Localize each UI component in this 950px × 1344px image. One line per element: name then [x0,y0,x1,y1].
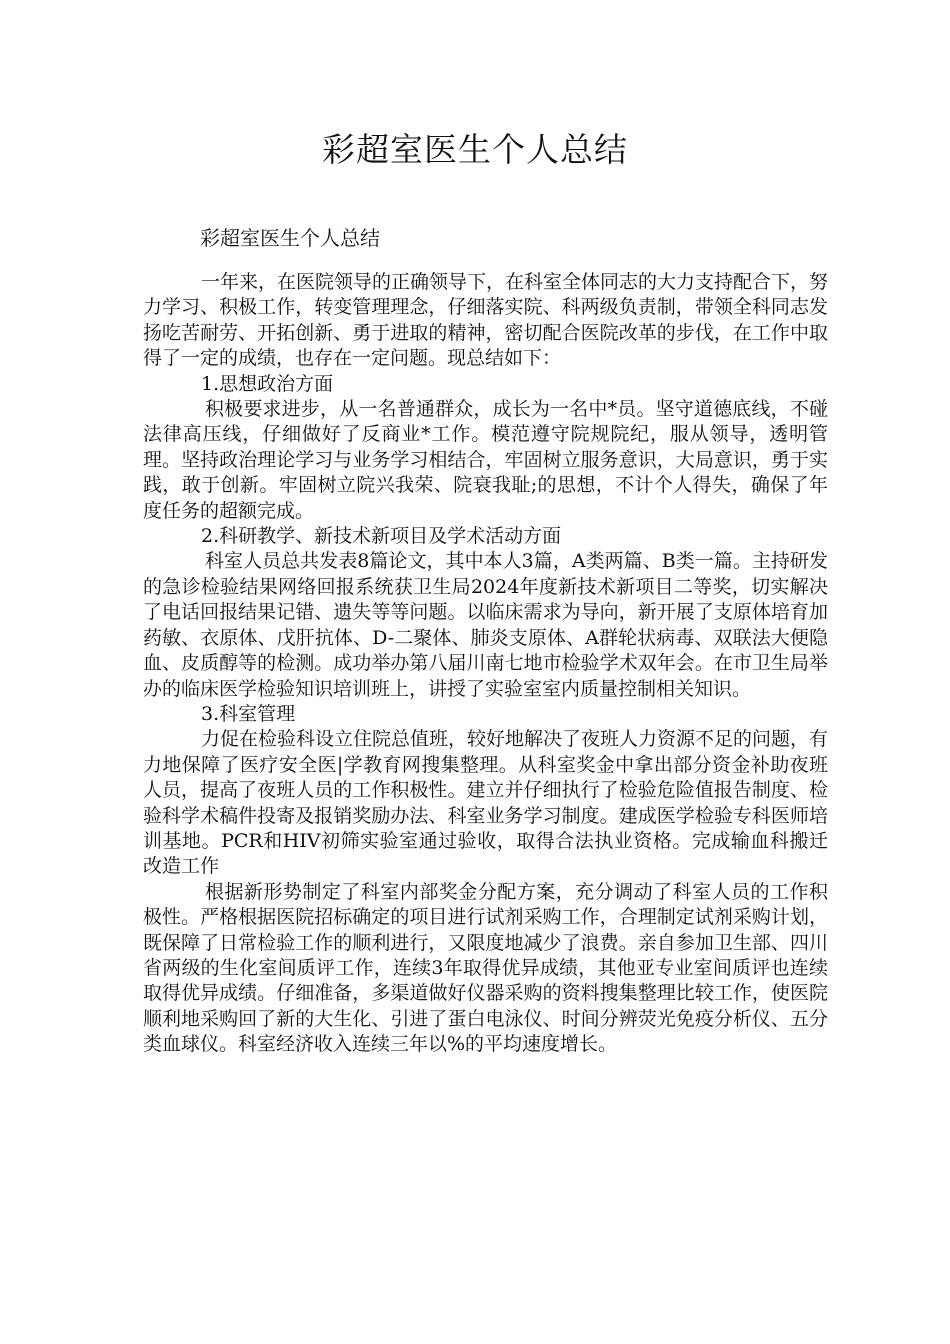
section-heading-politics: 1.思想政治方面 [201,372,334,395]
section-heading-management: 3.科室管理 [201,702,296,725]
intro-paragraph: 一年来，在医院领导的正确领导下，在科室全体同志的大力支持配合下，努力学习、积极工作，转变管理理念，仔细落实院、科两级负责制，带领全科同志发扬吃苦耐劳、开拓创新、勇于进取的精神，密切配合医院改革的步伐，在工作中取得了一定的成绩，也存在一定问题。现总结如下： [143,271,829,370]
section-heading-research: 2.科研教学、新技术新项目及学术活动方面 [201,525,562,548]
politics-paragraph: 积极要求进步，从一名普通群众，成长为一名中*员。坚守道德底线，不碰法律高压线，仔细做好了反商业*工作。模范遵守院规院纪，服从领导，透明管理。坚持政治理论学习与业务学习相结合，牢固树立服务意识，大局意识，勇于实践，敢于创新。牢固树立院兴我荣、院衰我耻;的思想，不计个人得失，确保了年度任务的超额完成。 [143,398,828,522]
document-subtitle: 彩超室医生个人总结 [200,226,380,250]
management-paragraph: 力促在检验科设立住院总值班，较好地解决了夜班人力资源不足的问题，有力地保障了医疗安全医|学教育网搜集整理。从科室奖金中拿出部分资金补助夜班人员，提高了夜班人员的工作积极性。建立并仔细执行了检验危险值报告制度、检验科学术稿件投寄及报销奖励办法、科室业务学习制度。建成医学检验专科医师培训基地。PCR和HIV初筛实验室通过验收，取得合法执业资格。完成输血科搬迁改造工作 [143,728,829,878]
document-body [143,270,828,1058]
research-paragraph: 科室人员总共发表8篇论文，其中本人3篇，A类两篇、B类一篇。主持研发的急诊检验结果网络回报系统获卫生局2024年度新技术新项目二等奖，切实解决了电话回报结果记错、遗失等等问题。以临床需求为导向，新开展了支原体培育加药敏、衣原体、戊肝抗体、D-二聚体、肺炎支原体、A群轮状病毒、双联法大便隐血、皮质醇等的检测。成功举办第八届川南七地市检验学术双年会。在市卫生局举办的临床医学检验知识培训班上，讲授了实验室室内质量控制相关知识。 [143,550,828,700]
document-title: 彩超室医生个人总结 [322,130,628,169]
bonus-paragraph: 根据新形势制定了科室内部奖金分配方案，充分调动了科室人员的工作积极性。严格根据医院招标确定的项目进行试剂采购工作，合理制定试剂采购计划，既保障了日常检验工作的顺利进行，又限度地减少了浪费。亲自参加卫生部、四川省两级的生化室间质评工作，连续3年取得优异成绩，其他亚专业室间质评也连续取得优异成绩。仔细准备，多渠道做好仪器采购的资料搜集整理比较工作，使医院顺利地采购回了新的大生化、引进了蛋白电泳仪、时间分辨荧光免疫分析仪、五分类血球仪。科室经济收入连续三年以%的平均速度增长。 [143,880,828,1056]
